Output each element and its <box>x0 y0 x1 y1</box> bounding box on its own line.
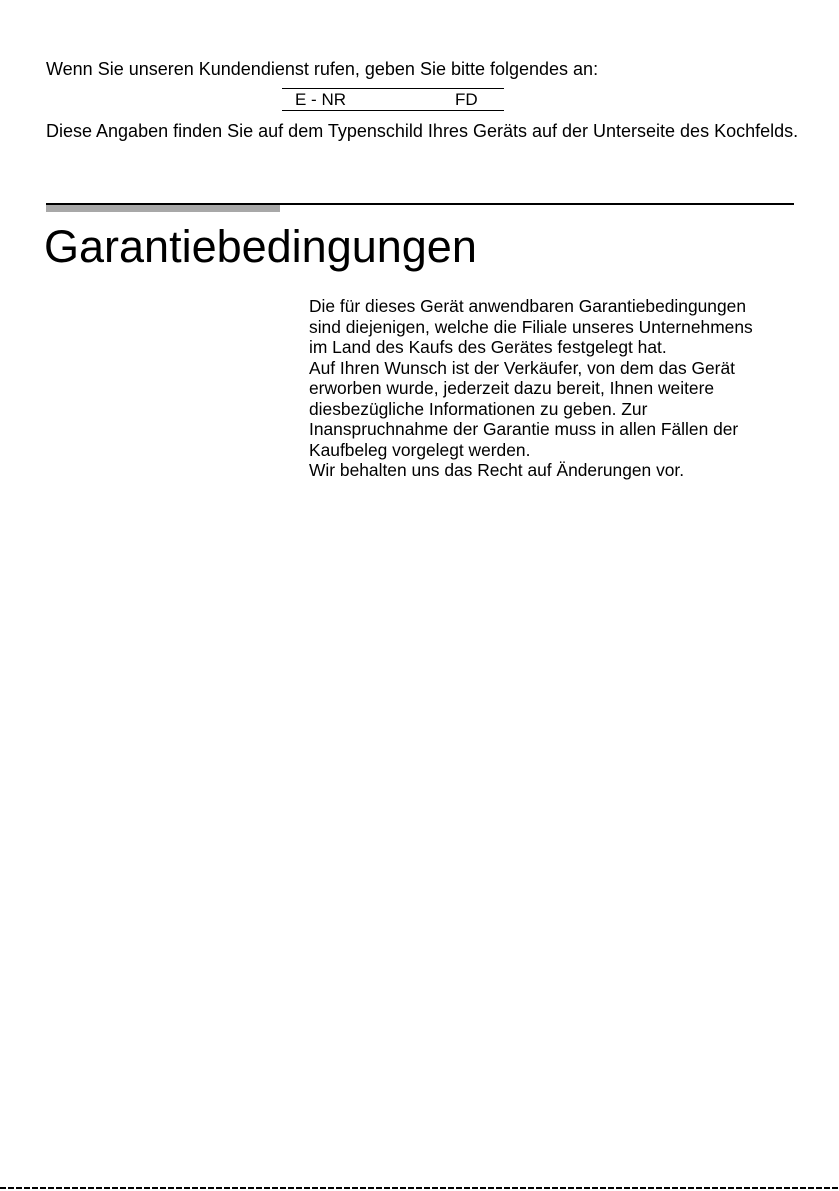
section-divider-accent <box>46 205 280 212</box>
e-nr-label: E - NR <box>295 90 346 109</box>
page-bottom-edge <box>0 1187 839 1189</box>
warranty-body-text: Die für dieses Gerät anwendbaren Garantiebedingungen sind diejenigen, welche die Filiale unseres Unternehmens im Land des Kaufs des Gerätes festgelegt hat. Auf Ihren Wunsch ist der Verkäufer, von dem das Gerät erworben wurde, jederzeit dazu bereit, Ihnen weitere diesbezügliche Informationen zu geben. Zur Inanspruchnahme der Garantie muss in allen Fällen der Kaufbeleg vorgelegt werden. Wir behalten uns das Recht auf Änderungen vor. <box>309 296 753 480</box>
product-code-box <box>282 88 504 111</box>
rating-plate-note: Diese Angaben finden Sie auf dem Typenschild Ihres Geräts auf der Unterseite des Kochfelds. <box>46 121 799 141</box>
fd-label: FD <box>455 90 478 109</box>
section-title: Garantiebedingungen <box>44 221 477 272</box>
service-intro-text: Wenn Sie unseren Kundendienst rufen, geben Sie bitte folgendes an: <box>46 59 599 79</box>
